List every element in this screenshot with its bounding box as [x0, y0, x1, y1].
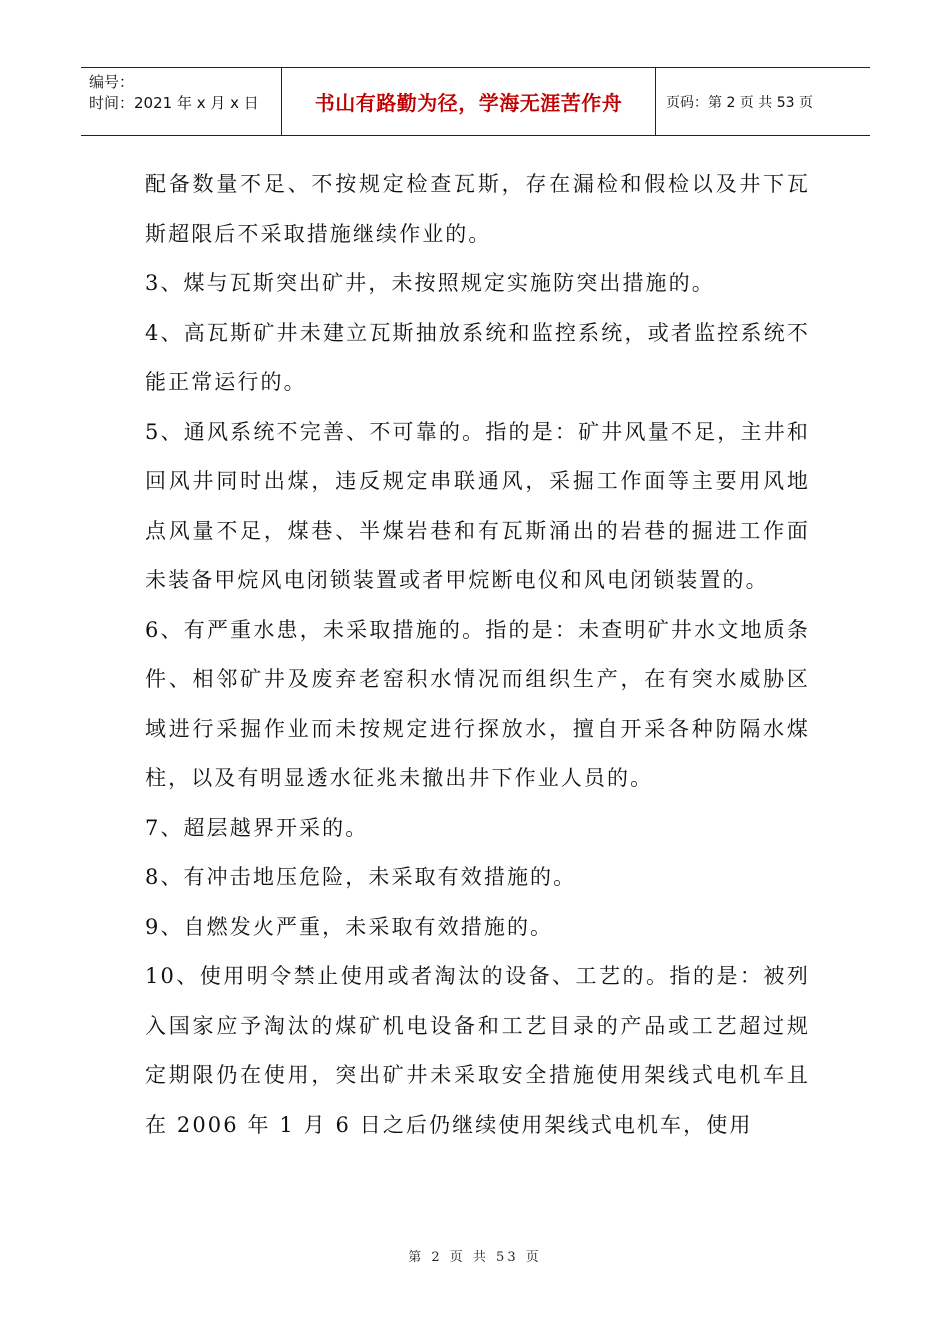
document-body [145, 160, 810, 1150]
page-footer: 第 2 页 共 53 页 [408, 1250, 542, 1265]
serial-number-label: 编号： [89, 73, 135, 91]
paragraph: 3、煤与瓦斯突出矿井，未按照规定实施防突出措施的。 [145, 271, 715, 295]
paragraph: 8、有冲击地压危险，未采取有效措施的。 [145, 865, 577, 889]
paragraph: 10、使用明令禁止使用或者淘汰的设备、工艺的。指的是：被列入国家应予淘汰的煤矿机电设备和工艺目录的产品或工艺超过规定期限仍在使用，突出矿井未采取安全措施使用架线式电机车且在 2006 年 1 月 6 日之后仍继续使用架线式电机车，使用 [145, 964, 810, 1137]
paragraph: 9、自燃发火严重，未采取有效措施的。 [145, 914, 554, 939]
header-page-info: 页码：第 2 页 共 53 页 [666, 94, 813, 111]
paragraph: 4、高瓦斯矿井未建立瓦斯抽放系统和监控系统，或者监控系统不能正常运行的。 [145, 320, 810, 394]
page-header [81, 67, 870, 136]
date-label: 时间：2021 年 x 月 x 日 [89, 94, 259, 112]
paragraph: 6、有严重水患，未采取措施的。指的是：未查明矿井水文地质条件、相邻矿井及废弃老窑积水情况而组织生产，在有突水威胁区域进行采掘作业而未按规定进行探放水，擅自开采各种防隔水煤柱，以及有明显透水征兆未撤出井下作业人员的。 [145, 617, 810, 790]
header-motto: 书山有路勤为径，学海无涯苦作舟 [281, 68, 656, 135]
paragraph: 配备数量不足、不按规定检查瓦斯，存在漏检和假检以及井下瓦斯超限后不采取措施继续作业的。 [145, 172, 810, 246]
paragraph: 5、通风系统不完善、不可靠的。指的是：矿井风量不足，主井和回风井同时出煤，违反规定串联通风，采掘工作面等主要用风地点风量不足，煤巷、半煤岩巷和有瓦斯涌出的岩巷的掘进工作面未装备甲烷风电闭锁装置或者甲烷断电仪和风电闭锁装置的。 [145, 419, 810, 592]
header-meta [81, 68, 281, 135]
paragraph: 7、超层越界开采的。 [145, 815, 369, 840]
